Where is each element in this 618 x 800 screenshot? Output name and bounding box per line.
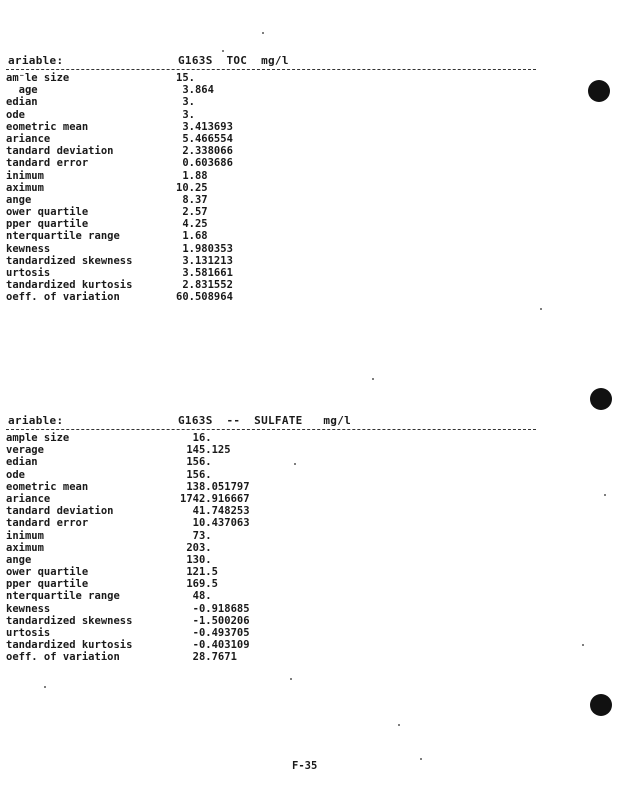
stat-label: pper quartile [6, 218, 89, 231]
stat-label: ange [6, 193, 32, 206]
scan-speck [540, 308, 542, 310]
scan-speck [398, 724, 400, 726]
stat-label: eometric mean [6, 120, 89, 133]
stats-block-toc [6, 54, 546, 304]
stat-value: 1.980353 [176, 242, 233, 255]
stat-value: 16. [180, 432, 212, 444]
stat-label: tandardized skewness [6, 614, 133, 627]
stat-value: 2.338066 [176, 145, 233, 158]
stat-row [6, 194, 546, 206]
scan-speck [262, 32, 264, 34]
stat-row [6, 627, 546, 639]
punch-hole [590, 694, 612, 716]
stat-label: age [6, 84, 38, 97]
stat-label: kewness [6, 602, 51, 615]
stat-row [6, 493, 546, 505]
stat-label: inimum [6, 169, 44, 182]
stat-value: 121.5 [180, 566, 218, 579]
stat-value: 10.437063 [180, 517, 250, 530]
stat-value: 1.88 [176, 169, 208, 182]
stat-value: 169.5 [180, 578, 218, 591]
stat-value: 41.748253 [180, 505, 250, 518]
stats-rows [6, 432, 546, 664]
page-number: F-35 [292, 760, 318, 772]
stat-value: 3. [176, 96, 195, 109]
stat-row [6, 267, 546, 279]
stat-value: 156. [180, 468, 212, 481]
stat-label: aximum [6, 541, 44, 554]
stat-row [6, 109, 546, 121]
punch-hole [588, 80, 610, 102]
stat-label: tandard error [6, 157, 89, 170]
scan-speck [420, 758, 422, 760]
stat-row [6, 469, 546, 481]
stat-value: 1742.916667 [180, 492, 250, 505]
stat-row [6, 96, 546, 108]
stat-value: -1.500206 [180, 614, 250, 627]
stat-label: ange [6, 553, 32, 566]
stat-row [6, 145, 546, 157]
stat-value: 8.37 [176, 193, 208, 206]
stat-label: tandardized kurtosis [6, 279, 133, 292]
stat-row [6, 566, 546, 578]
stat-row [6, 279, 546, 291]
stat-row [6, 530, 546, 542]
stat-row [6, 121, 546, 133]
stat-label: inimum [6, 529, 44, 542]
stat-row [6, 84, 546, 96]
scan-speck [294, 463, 296, 465]
stat-row [6, 578, 546, 590]
stat-label: oeff. of variation [6, 651, 120, 664]
stat-value: 203. [180, 541, 212, 554]
stat-row [6, 481, 546, 493]
variable-name: G163S TOC mg/l [178, 54, 289, 67]
stat-value: 3.864 [176, 84, 214, 97]
stat-label: ower quartile [6, 566, 89, 579]
stat-row [6, 157, 546, 169]
stat-row [6, 444, 546, 456]
stat-label: nterquartile range [6, 230, 120, 243]
stat-row [6, 590, 546, 602]
stat-value: 2.831552 [176, 279, 233, 292]
stat-value: 3. [176, 108, 195, 121]
stat-value: 145.125 [180, 444, 231, 457]
dashed-divider [6, 69, 536, 70]
stat-label: nterquartile range [6, 590, 120, 603]
scan-speck [222, 50, 224, 52]
stat-label: tandard error [6, 517, 89, 530]
stat-row [6, 218, 546, 230]
stat-value: 130. [180, 553, 212, 566]
stat-value: -0.403109 [180, 639, 250, 652]
variable-label: ariable: [8, 54, 64, 67]
stat-value: -0.493705 [180, 627, 250, 639]
stat-row [6, 133, 546, 145]
stat-label: edian [6, 96, 38, 109]
stat-value: 2.57 [176, 206, 208, 219]
stat-row [6, 603, 546, 615]
stat-row [6, 255, 546, 267]
stat-label: ode [6, 108, 25, 121]
block-header [6, 414, 546, 428]
stat-value: 1.68 [176, 230, 208, 243]
stat-label: ariance [6, 132, 51, 145]
stat-row [6, 230, 546, 242]
stat-row [6, 432, 546, 444]
scan-speck [372, 378, 374, 380]
stat-value: 60.508964 [176, 291, 233, 304]
scan-speck [44, 686, 46, 688]
block-header [6, 54, 546, 68]
stat-label: oeff. of variation [6, 291, 120, 304]
stat-row [6, 639, 546, 651]
stat-row [6, 505, 546, 517]
stat-label: verage [6, 444, 44, 457]
stat-label: kewness [6, 242, 51, 255]
stats-rows [6, 72, 546, 304]
stat-value: 15. [176, 72, 195, 84]
scan-speck [582, 644, 584, 646]
stat-row [6, 243, 546, 255]
stat-row [6, 72, 546, 84]
stat-value: 73. [180, 529, 212, 542]
stat-value: 138.051797 [180, 480, 250, 493]
stat-row [6, 170, 546, 182]
stat-row [6, 517, 546, 529]
stat-label: eometric mean [6, 480, 89, 493]
stat-row [6, 554, 546, 566]
stat-label: tandard deviation [6, 505, 114, 518]
stat-label: am⁻le size [6, 72, 70, 84]
stat-label: urtosis [6, 627, 51, 639]
stat-value: 0.603686 [176, 157, 233, 170]
stat-label: urtosis [6, 267, 51, 279]
stat-label: aximum [6, 181, 44, 194]
scan-speck [290, 678, 292, 680]
stat-value: 3.131213 [176, 254, 233, 267]
stat-label: ower quartile [6, 206, 89, 219]
stat-row [6, 291, 546, 303]
stat-value: 28.7671 [180, 651, 237, 664]
stats-block-sulfate [6, 414, 546, 664]
stat-row [6, 206, 546, 218]
stat-value: 3.413693 [176, 120, 233, 133]
variable-label: ariable: [8, 414, 64, 427]
stat-row [6, 456, 546, 468]
punch-hole [590, 388, 612, 410]
stat-row [6, 182, 546, 194]
stat-value: 48. [180, 590, 212, 603]
stat-value: -0.918685 [180, 602, 250, 615]
stat-value: 5.466554 [176, 132, 233, 145]
stat-label: tandardized kurtosis [6, 639, 133, 652]
stat-row [6, 651, 546, 663]
stat-value: 3.581661 [176, 267, 233, 279]
scan-speck [604, 494, 606, 496]
stat-value: 156. [180, 456, 212, 469]
stat-label: ode [6, 468, 25, 481]
dashed-divider [6, 429, 536, 430]
stat-label: tandard deviation [6, 145, 114, 158]
stat-label: ample size [6, 432, 70, 444]
stat-label: tandardized skewness [6, 254, 133, 267]
variable-name: G163S -- SULFATE mg/l [178, 414, 352, 427]
stat-label: edian [6, 456, 38, 469]
stat-row [6, 615, 546, 627]
stat-label: ariance [6, 492, 51, 505]
stat-label: pper quartile [6, 578, 89, 591]
stat-row [6, 542, 546, 554]
stat-value: 10.25 [176, 181, 208, 194]
stat-value: 4.25 [176, 218, 208, 231]
